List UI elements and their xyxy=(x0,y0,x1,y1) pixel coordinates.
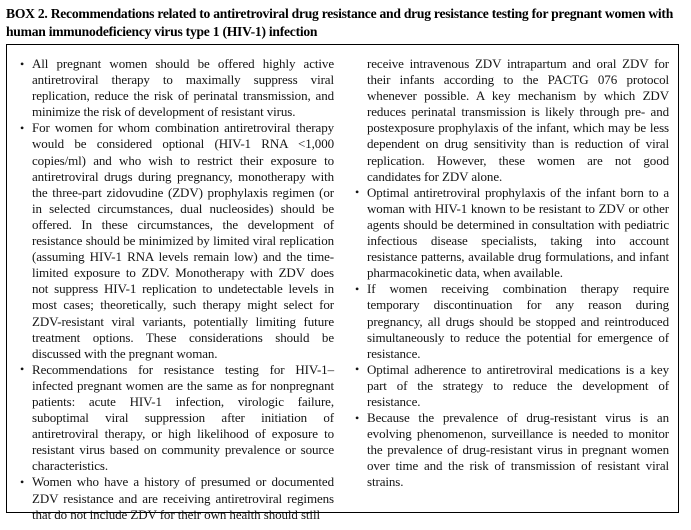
recommendation-text: All pregnant women should be offered highly active antiretroviral therapy to maximally suppress viral replication, reduce the risk of perinatal transmission, and minimize the risk of development of resistant virus. xyxy=(32,56,334,120)
list-item xyxy=(20,120,334,361)
right-column xyxy=(355,56,669,504)
bullet-icon: • xyxy=(355,281,360,296)
recommendation-text: Women who have a history of presumed or documented ZDV resistance and are receiving antiretroviral regimens that do not include ZDV for their own health should still xyxy=(32,474,334,522)
list-item-continuation xyxy=(355,56,669,185)
list-item xyxy=(355,362,669,410)
box-title: BOX 2. Recommendations related to antiretroviral drug resistance and drug resistance testing for pregnant women with human immunodeficiency virus type 1 (HIV-1) infection xyxy=(6,6,674,39)
list-item xyxy=(355,410,669,490)
recommendation-text: Optimal antiretroviral prophylaxis of the infant born to a woman with HIV-1 known to be resistant to ZDV or other agents should be determined in consultation with pediatric infectious disease specialists, taking into account resistance patterns, available drug formulations, and infant pharmacokinetic data, when available. xyxy=(367,184,669,281)
recommendation-text: If women receiving combination therapy require temporary discontinuation for any reason during pregnancy, all drugs should be stopped and reintroduced simultaneously to reduce the potential for emergence of resistance. xyxy=(367,281,669,361)
list-item xyxy=(20,56,334,120)
list-item xyxy=(355,281,669,361)
list-item xyxy=(20,474,334,522)
recommendations-box xyxy=(6,44,679,522)
recommendation-text: Because the prevalence of drug-resistant virus is an evolving phenomenon, surveillance is needed to monitor the prevalence of drug-resistant virus in pregnant women over time and the risk of transmission of resistant viral strains. xyxy=(367,410,669,490)
bullet-icon: • xyxy=(355,362,360,377)
recommendation-text: receive intravenous ZDV intrapartum and oral ZDV for their infants according to the PACTG 076 protocol whenever possible. A key mechanism by which ZDV reduces perinatal transmission is likely through pre- and postexposure prophylaxis of the infant, which may be less dependent on drug sensitivity than is reduction of viral replication. However, these women are not good candidates for ZDV alone. xyxy=(367,56,669,184)
recommendation-text: Optimal adherence to antiretroviral medications is a key part of the strategy to reduce the development of resistance. xyxy=(367,361,669,409)
list-item xyxy=(355,185,669,282)
bullet-icon: • xyxy=(20,56,25,71)
left-column xyxy=(20,56,334,522)
list-item xyxy=(20,362,334,475)
bullet-icon: • xyxy=(355,410,360,425)
bullet-icon: • xyxy=(20,474,25,489)
recommendation-text: Recommendations for resistance testing for HIV-1–infected pregnant women are the same as for nonpregnant patients: acute HIV-1 infection, virologic failure, suboptimal viral suppression after initiation of antiretroviral therapy, or high likelihood of exposure to resistant virus based on community prevalence or source characteristics. xyxy=(32,361,334,474)
bullet-icon: • xyxy=(20,362,25,377)
bullet-icon: • xyxy=(355,185,360,200)
recommendation-text: For women for whom combination antiretroviral therapy would be considered optional (HIV-1 RNA <1,000 copies/ml) and who wish to restrict their exposure to antiretroviral drugs during pregnancy, monotherapy with the three-part zidovudine (ZDV) prophylaxis regimen (or in selected circumstances, dual nucleosides) should be offered. In these circumstances, the development of resistance should be minimized by limited viral replication (assuming HIV-1 RNA levels remain low) and the time-limited exposure to ZDV. Monotherapy with ZDV does not suppress HIV-1 replication to undetectable levels in most cases; theoretically, such therapy might select for ZDV-resistant viral variants, potentially limiting future treatment options. These considerations should be discussed with the pregnant woman. xyxy=(32,120,334,361)
bullet-icon: • xyxy=(20,120,25,135)
